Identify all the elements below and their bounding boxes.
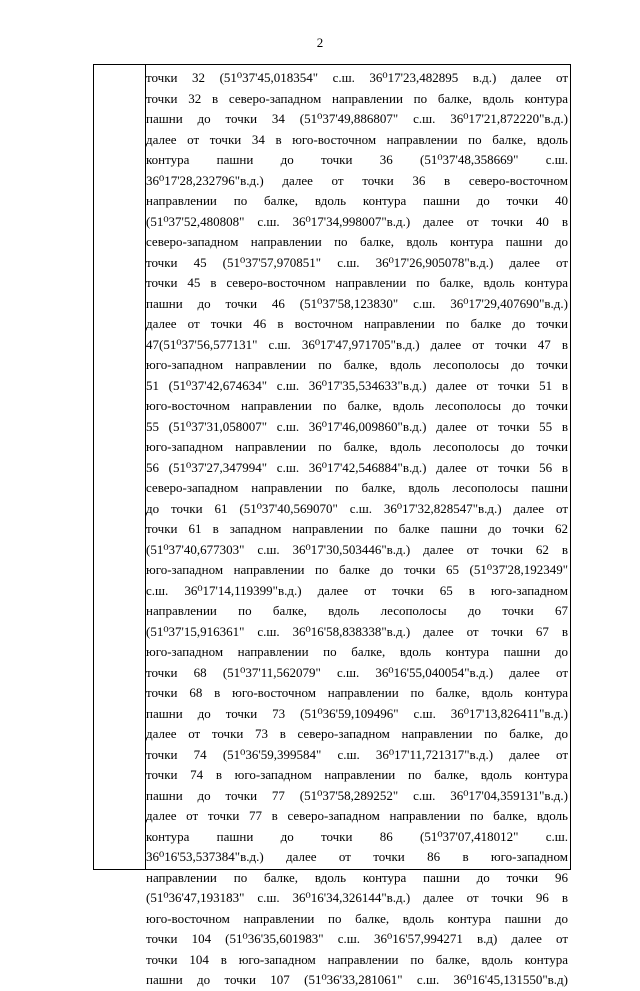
- table-left-column: [94, 65, 146, 869]
- text-line: 51 (51⁰37'42,674634" с.ш. 36⁰17'35,534633"в.д.) далее от точки 51 в: [146, 377, 568, 393]
- boundary-description-table: [93, 64, 571, 987]
- text-line: контура пашни до точки 86 (51⁰37'07,418012" с.ш.: [146, 828, 568, 844]
- text-line: юго-западном направлении по балке, вдоль лесополосы до точки: [146, 357, 568, 372]
- text-line: 36⁰17'28,232796"в.д.) далее от точки 36 в северо-восточном: [146, 172, 568, 188]
- text-line: 36⁰16'53,537384"в.д.) далее от точки 86 в юго-западном: [146, 849, 568, 864]
- text-line: точки 45 в северо-восточном направлении по балке, вдоль контура: [146, 275, 568, 290]
- text-line: точки 45 (51⁰37'57,970851" с.ш. 36⁰17'26,905078"в.д.) далее от: [146, 254, 568, 270]
- text-line: точки 74 (51⁰36'59,399584" с.ш. 36⁰17'11,721317"в.д.) далее от: [146, 746, 568, 762]
- text-line: направлении по балке, вдоль контура пашни до точки 96: [146, 869, 568, 885]
- text-line: северо-западном направлении по балке, вдоль контура пашни до: [146, 234, 568, 249]
- text-line: пашни до точки 46 (51⁰37'58,123830" с.ш. 36⁰17'29,407690"в.д.): [146, 295, 568, 311]
- text-line: точки 32 (51⁰37'45,018354" с.ш. 36⁰17'23,482895 в.д.) далее от: [146, 70, 568, 85]
- text-line: (51⁰37'40,677303" с.ш. 36⁰17'30,503446"в.д.) далее от точки 62 в: [146, 541, 568, 557]
- text-line: точки 104 (51⁰36'35,601983" с.ш. 36⁰16'57,994271 в.д) далее от: [146, 931, 568, 946]
- text-line: далее от точки 34 в юго-восточном направлении по балке, вдоль: [146, 131, 568, 147]
- text-line: 56 (51⁰37'27,347994" с.ш. 36⁰17'42,546884"в.д.) далее от точки 56 в: [146, 459, 568, 475]
- text-line: юго-западном направлении по балке, вдоль лесополосы до точки: [146, 439, 568, 454]
- text-line: пашни до точки 107 (51⁰36'33,281061" с.ш. 36⁰16'45,131550"в.д): [146, 972, 568, 987]
- text-line: юго-восточном направлении по балке, вдоль лесополосы до точки: [146, 398, 568, 413]
- text-line: точки 68 в юго-восточном направлении по балке, вдоль контура: [146, 685, 568, 700]
- table-text-column: [146, 68, 568, 991]
- text-line: 55 (51⁰37'31,058007" с.ш. 36⁰17'46,009860"в.д.) далее от точки 55 в: [146, 418, 568, 434]
- text-line: направлении по балке, вдоль лесополосы до точки 67: [146, 603, 568, 618]
- text-line: далее от точки 73 в северо-западном направлении по балке, до: [146, 726, 568, 741]
- text-line: юго-западном направлении по балке, вдоль контура пашни до: [146, 644, 568, 659]
- text-line: (51⁰37'15,916361" с.ш. 36⁰16'58,838338"в.д.) далее от точки 67 в: [146, 623, 568, 639]
- text-line: до точки 61 (51⁰37'40,569070" с.ш. 36⁰17'32,828547"в.д.) далее от: [146, 500, 568, 516]
- text-line: контура пашни до точки 36 (51⁰37'48,358669" с.ш.: [146, 152, 568, 167]
- text-line: точки 32 в северо-западном направлении по балке, вдоль контура: [146, 90, 568, 106]
- text-line: точки 74 в юго-западном направлении по балке, вдоль контура: [146, 767, 568, 782]
- text-line: пашни до точки 73 (51⁰36'59,109496" с.ш. 36⁰17'13,826411"в.д.): [146, 705, 568, 721]
- text-line: юго-восточном направлении по балке, вдоль контура пашни до: [146, 910, 568, 926]
- page-number: 2: [316, 35, 324, 50]
- text-line: точки 68 (51⁰37'11,562079" с.ш. 36⁰16'55,040054"в.д.) далее от: [146, 664, 568, 680]
- text-line: северо-западном направлении по балке, вдоль лесополосы пашни: [146, 480, 568, 495]
- text-line: пашни до точки 34 (51⁰37'49,886807" с.ш. 36⁰17'21,872220"в.д.): [146, 111, 568, 126]
- text-line: (51⁰36'47,193183" с.ш. 36⁰16'34,326144"в.д.) далее от точки 96 в: [146, 890, 568, 905]
- text-line: пашни до точки 77 (51⁰37'58,289252" с.ш. 36⁰17'04,359131"в.д.): [146, 787, 568, 803]
- text-line: направлении по балке, вдоль контура пашни до точки 40: [146, 193, 568, 208]
- text-line: точки 61 в западном направлении по балке пашни до точки 62: [146, 521, 568, 536]
- text-line: 47(51⁰37'56,577131" с.ш. 36⁰17'47,971705"в.д.) далее от точки 47 в: [146, 336, 568, 352]
- text-line: юго-западном направлении по балке до точки 65 (51⁰37'28,192349": [146, 562, 568, 577]
- text-line: далее от точки 77 в северо-западном направлении по балке, вдоль: [146, 808, 568, 823]
- text-line: с.ш. 36⁰17'14,119399"в.д.) далее от точки 65 в юго-западном: [146, 582, 568, 598]
- text-line: далее от точки 46 в восточном направлении по балке до точки: [146, 316, 568, 331]
- text-line: (51⁰37'52,480808" с.ш. 36⁰17'34,998007"в.д.) далее от точки 40 в: [146, 213, 568, 229]
- text-line: точки 104 в юго-западном направлении по балке, вдоль контура: [146, 951, 568, 967]
